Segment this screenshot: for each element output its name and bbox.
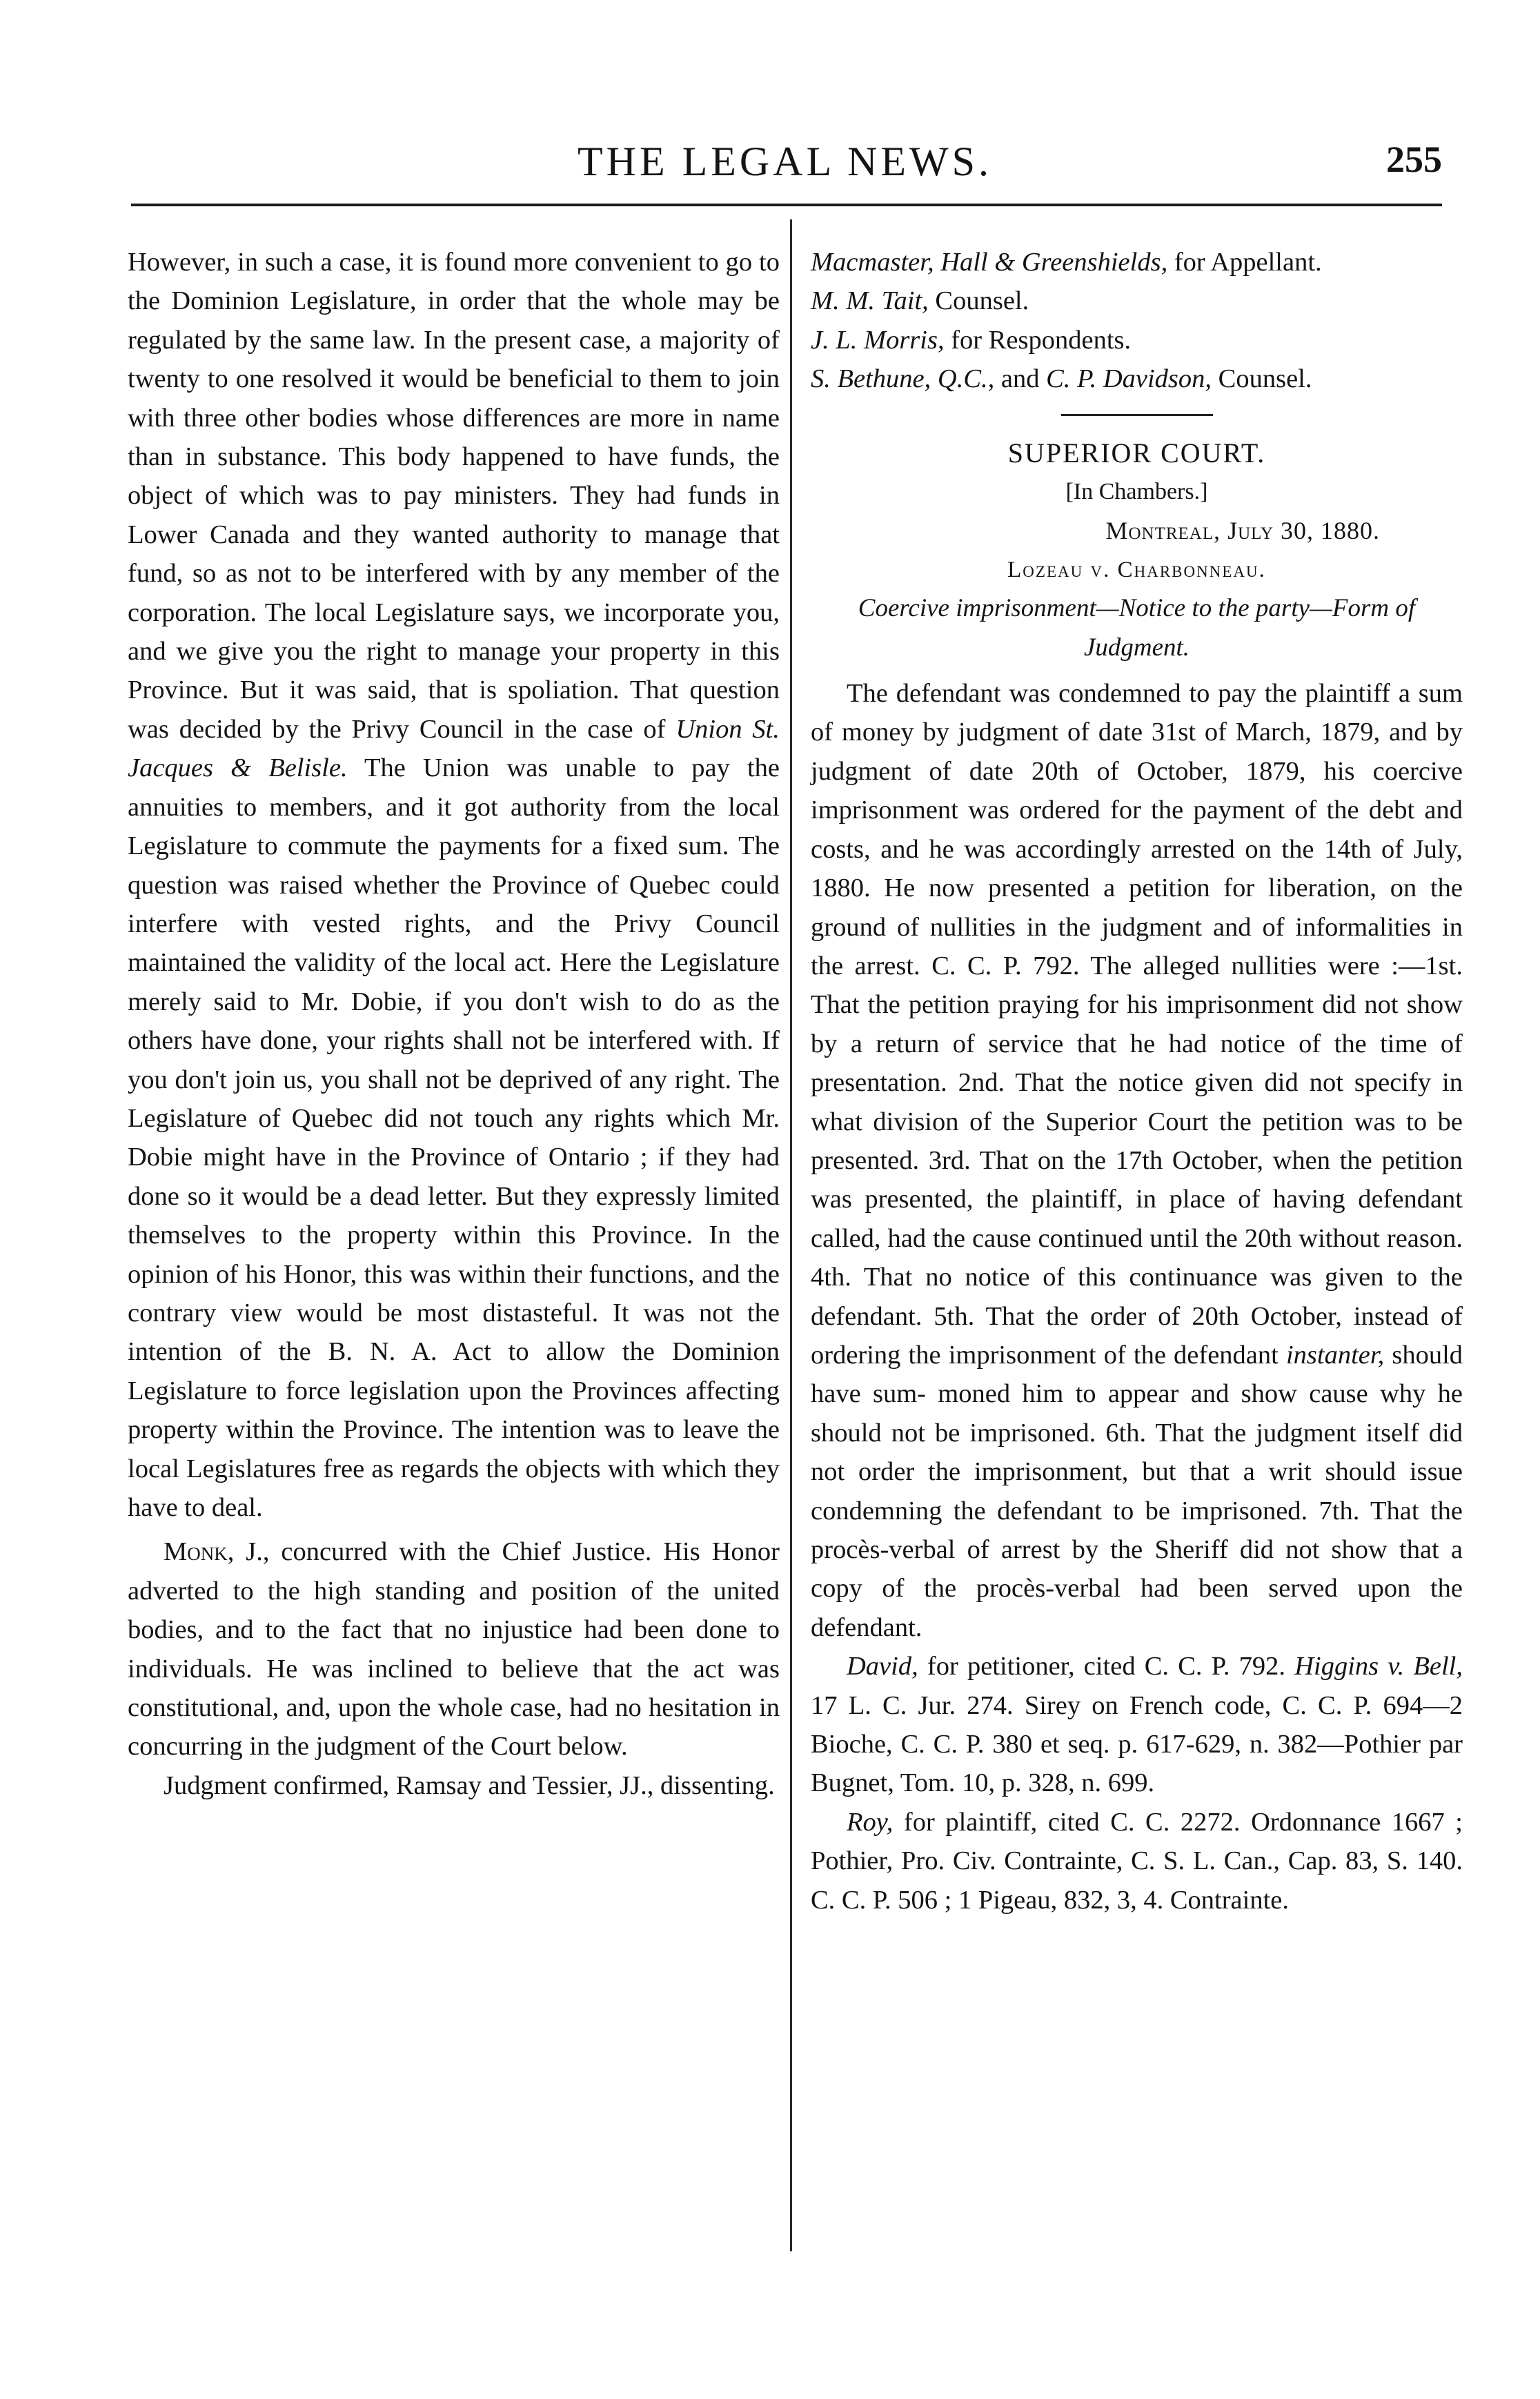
counsel-name: Macmaster, Hall & Greenshields, [811, 248, 1168, 277]
counsel-role: Counsel. [1212, 364, 1312, 394]
text-line: of the defendant [1103, 1340, 1286, 1370]
headnote-text: Coercive imprisonment—Notice to the party—Form of Judgment. [858, 594, 1416, 662]
case-name: Union St. Jacques & Belisle. [128, 714, 780, 783]
paragraph-judgment [128, 1766, 780, 1805]
headnote [811, 589, 1463, 667]
case-title: Lozeau v. Charbonneau. [1007, 557, 1266, 582]
text-line: 17 L. C. Jur. 274. Sirey on French code, C. C. P. 694—2 Bioche, C. C. P. 380 et seq. p. 617-629, n. 382—Pothier par Bugnet, Tom. 10, p. 328, n. 699. [811, 1690, 1463, 1798]
counsel-line [811, 243, 1463, 282]
text-line: for plaintiff, cited C. C. 2272. Ordonnance 1667 ; Pothier, Pro. Civ. Contrainte, C. S. L. Can., Cap. 83, S. 140. C. C. P. 506 ; 1 Pigeau, 832, 3, 4. Contrainte. [811, 1807, 1463, 1915]
chambers-subheading: [In Chambers.] [1065, 479, 1208, 505]
case-name: Higgins v. Bell, [1294, 1652, 1463, 1681]
header-rule [131, 204, 1442, 206]
counsel-role: for Appellant. [1167, 248, 1322, 277]
text-line: moned him to appear and show cause why he should not be imprisoned. 6th. That the judgment itself did not order the imprisonment, but that a writ should issue condemning the defendant to be imprisoned. 7th. That the procès-verbal of arrest by the Sheriff did not show that a copy of the procès-verbal had been served upon the defendant. [811, 1379, 1463, 1642]
page-number: 255 [1386, 139, 1442, 180]
counsel-conjunction: and [994, 364, 1047, 394]
dateline: Montreal, July 30, 1880. [1105, 517, 1380, 545]
text-line: for petitioner, cited C. C. P. 792. [918, 1652, 1286, 1681]
text-line: unable to pay the annuities to members, and it got authority from the local Legislature to commute the payments for a fixed sum. The question was raised whether the Province of Quebec could interfere with vested rights, and the Privy Council maintained the validity of the local act. Here the Legislature merely said to Mr. Dobie, if you don't wish to do as the others have done, your rights shall not be interfered with. If you don't join us, you shall not be deprived of any right. The Legislature of Quebec did not touch any rights which Mr. Dobie might have in the Province of Ontario ; if they had done so it would be a dead letter. But they expressly limited themselves to the property within this Province. In the opinion of his Honor, this was within their functions, and the contrary view would be most distasteful. It was not the intention of the B. N. A. Act to allow the Dominion Legislature to force legislation upon the Provinces affecting property within the Province. The intention was to leave the local Legislatures free as regards the objects with which they have to deal. [128, 753, 780, 1522]
text-line: Judgment confirmed, Ramsay and Tessier, JJ., dissenting. [164, 1770, 775, 1800]
paragraph-plaintiff-citations [811, 1803, 1463, 1919]
page-header [124, 138, 1445, 193]
paragraph-petitioner-citations [811, 1647, 1463, 1803]
counsel-name: David, [847, 1652, 918, 1681]
text-line: The Union was [347, 753, 549, 783]
text-line: , concurred with the Chief Justice. [262, 1537, 652, 1567]
paragraph-continuation [128, 243, 780, 1527]
text-line: However, in such a case, it is found more convenient to go to the Dominion Legislature, in order that the whole may be regulated by the same law. In the present case, a majority of twenty to one resolved it would be beneficial to them to join with three other bodies whose differences are more in name than in substance. This body happened to have funds, the object of which was to pay ministers. They had funds in Lower Canada and they wanted authority to manage that fund, so as not to be interfered with by any member of the corporation. The local Legislature says, we incorporate you, and we give you the right to manage your property in this Province. But it was said, that is spoliation. That question was decided by the Privy Council in the case of [128, 248, 780, 744]
section-rule [1061, 414, 1213, 416]
counsel-name: S. Bethune, Q.C., [811, 364, 995, 394]
running-title: THE LEGAL NEWS. [578, 139, 992, 184]
counsel-role: for Respondents. [944, 325, 1132, 355]
left-column [128, 243, 780, 1805]
judge-name: Monk, J. [164, 1537, 263, 1567]
counsel-line [811, 321, 1463, 359]
court-heading: SUPERIOR COURT. [1007, 437, 1266, 468]
counsel-name: Roy, [847, 1807, 894, 1837]
latin-term: instanter, [1285, 1340, 1385, 1370]
text-line: The defendant was condemned to pay the plaintiff a sum of money by judgment of date 31st of March, 1879, and by judgment of date 20th of October, 1879, his coercive imprisonment was ordered for the payment of the debt and costs, and he was accordingly arrested on the 14th of July, 1880. He now presented a petition for liberation, on the ground of nullities in the judgment and of informalities in the arrest. C. C. P. 792. The alleged nullities were :—1st. That the petition praying for his imprisonment did not show by a return of service that he had notice of the time of presentation. 2nd. That the notice given did not specify in what division of the Superior Court the petition was to be presented. 3rd. That on the 17th October, when the petition was presented, the plaintiff, in place of having defendant called, had the cause continued until the 20th without reason. 4th. That no notice of this continuance was given to the defendant. 5th. That the order of 20th October, instead of ordering the imprisonment [811, 679, 1463, 1370]
counsel-name: M. M. Tait, [811, 286, 929, 316]
text-line: should have sum- [811, 1340, 1463, 1409]
counsel-line [811, 282, 1463, 320]
text-line: His Honor adverted to the high standing and position of the united bodies, and to the fact that no injustice had been done to individuals. He was inclined to believe that the act was constitutional, and, upon the whole case, had no hesitation in concurring in the judgment of the Court below. [128, 1537, 780, 1761]
counsel-line [811, 359, 1463, 398]
right-column [811, 243, 1463, 1919]
paragraph-facts [811, 674, 1463, 1647]
counsel-name: J. L. Morris, [811, 325, 945, 355]
column-divider [790, 219, 792, 2251]
counsel-name: C. P. Davidson, [1046, 364, 1212, 394]
counsel-role: Counsel. [928, 286, 1029, 316]
paragraph-monk [128, 1532, 780, 1766]
